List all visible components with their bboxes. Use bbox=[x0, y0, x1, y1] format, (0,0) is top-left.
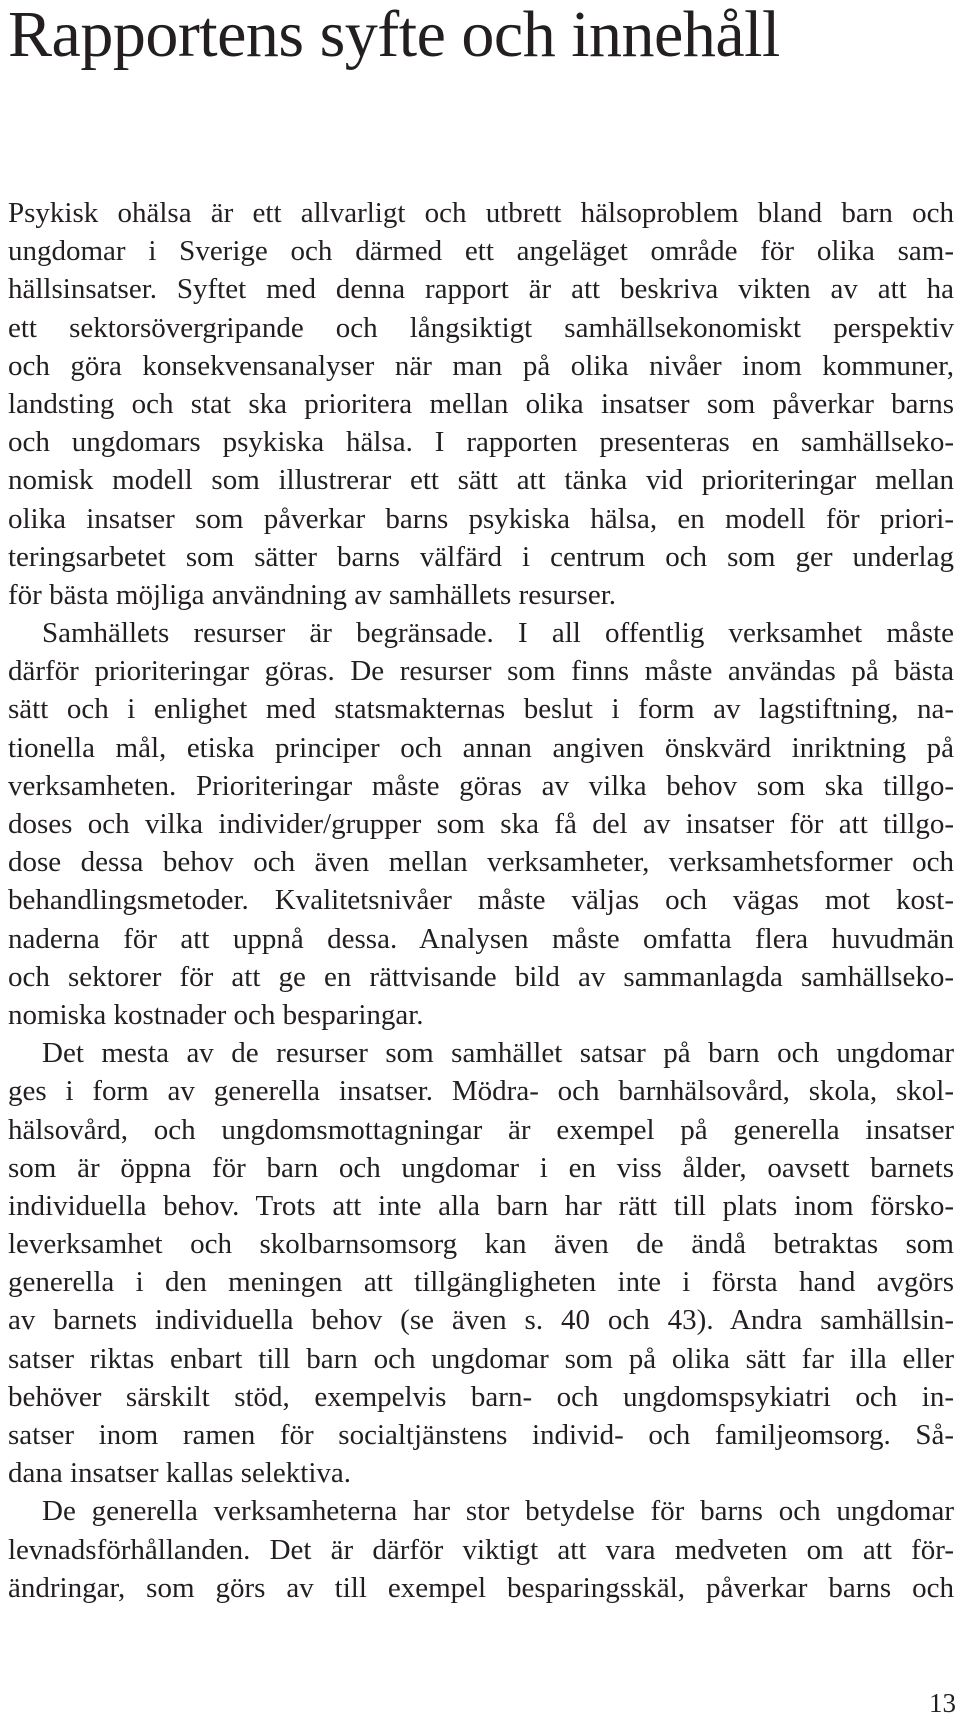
text-line: därför prioriteringar göras. De resurser som finns måste användas på bästa bbox=[8, 655, 954, 688]
text-line: De generella verksamheterna har stor betydelse för barns och ungdomar bbox=[42, 1495, 954, 1528]
text-line: nomisk modell som illustrerar ett sätt att tänka vid prioriteringar mellan bbox=[8, 464, 954, 497]
text-line: satser riktas enbart till barn och ungdomar som på olika sätt far illa eller bbox=[8, 1342, 954, 1375]
page-title: Rapportens syfte och innehåll bbox=[8, 0, 780, 71]
text-line: satser inom ramen för socialtjänstens individ- och familjeomsorg. Så- bbox=[8, 1419, 954, 1451]
text-line: olika insatser som påverkar barns psykiska hälsa, en modell för priori- bbox=[8, 502, 954, 535]
text-line: som är öppna för barn och ungdomar i en viss ålder, oavsett barnets bbox=[8, 1151, 954, 1184]
text-line: hälsovård, och ungdomsmottagningar är exempel på generella insatser bbox=[8, 1113, 954, 1146]
text-line: ges i form av generella insatser. Mödra- och barnhälsovård, skola, skol- bbox=[8, 1075, 954, 1108]
text-line: Samhällets resurser är begränsade. I all offentlig verksamhet måste bbox=[42, 617, 954, 650]
text-line: ungdomar i Sverige och därmed ett angeläget område för olika sam- bbox=[8, 235, 954, 268]
text-line: för bästa möjliga användning av samhällets resurser. bbox=[8, 578, 617, 611]
text-line: och sektorer för att ge en rättvisande bild av sammanlagda samhällseko- bbox=[8, 960, 954, 993]
text-line: naderna för att uppnå dessa. Analysen måste omfatta flera huvudmän bbox=[8, 922, 954, 955]
text-line: tionella mål, etiska principer och annan angiven önskvärd inriktning på bbox=[8, 731, 954, 764]
text-line: behöver särskilt stöd, exempelvis barn- och ungdomspsykiatri och in- bbox=[8, 1380, 954, 1413]
text-line: Psykisk ohälsa är ett allvarligt och utbrett hälsoproblem bland barn och bbox=[8, 197, 954, 229]
text-line: verksamheten. Prioriteringar måste göras av vilka behov som ska tillgo- bbox=[8, 769, 954, 802]
body-text bbox=[8, 194, 954, 1607]
page-number: 13 bbox=[929, 1688, 956, 1718]
text-line: nomiska kostnader och besparingar. bbox=[8, 998, 424, 1031]
text-line: ändringar, som görs av till exempel besparingsskäl, påverkar barns och bbox=[8, 1571, 954, 1604]
text-line: leverksamhet och skolbarnsomsorg kan även de ändå betraktas som bbox=[8, 1228, 954, 1261]
text-line: dana insatser kallas selektiva. bbox=[8, 1457, 352, 1490]
text-line: generella i den meningen att tillgängligheten inte i första hand avgörs bbox=[8, 1266, 954, 1299]
text-line: behandlingsmetoder. Kvalitetsnivåer måste väljas och vägas mot kost- bbox=[8, 884, 954, 917]
text-line: doses och vilka individer/grupper som ska få del av insatser för att tillgo- bbox=[8, 808, 954, 840]
text-line: och göra konsekvensanalyser när man på olika nivåer inom kommuner, bbox=[8, 349, 954, 382]
text-line: teringsarbetet som sätter barns välfärd i centrum och som ger underlag bbox=[8, 540, 954, 573]
text-line: och ungdomars psykiska hälsa. I rapporten presenteras en samhällseko- bbox=[8, 426, 954, 459]
text-line: individuella behov. Trots att inte alla barn har rätt till plats inom försko- bbox=[8, 1189, 954, 1222]
text-line: dose dessa behov och även mellan verksamheter, verksamhetsformer och bbox=[8, 846, 954, 879]
text-line: levnadsförhållanden. Det är därför viktigt att vara medveten om att för- bbox=[8, 1533, 954, 1566]
text-line: hällsinsatser. Syftet med denna rapport är att beskriva vikten av att ha bbox=[8, 273, 954, 306]
text-line: av barnets individuella behov (se även s. 40 och 43). Andra samhällsin- bbox=[8, 1304, 954, 1337]
text-line: landsting och stat ska prioritera mellan olika insatser som påverkar barns bbox=[8, 387, 954, 420]
text-line: sätt och i enlighet med statsmakternas beslut i form av lagstiftning, na- bbox=[8, 693, 954, 726]
text-line: ett sektorsövergripande och långsiktigt samhällsekonomiskt perspektiv bbox=[8, 311, 954, 344]
text-line: Det mesta av de resurser som samhället satsar på barn och ungdomar bbox=[42, 1037, 954, 1070]
